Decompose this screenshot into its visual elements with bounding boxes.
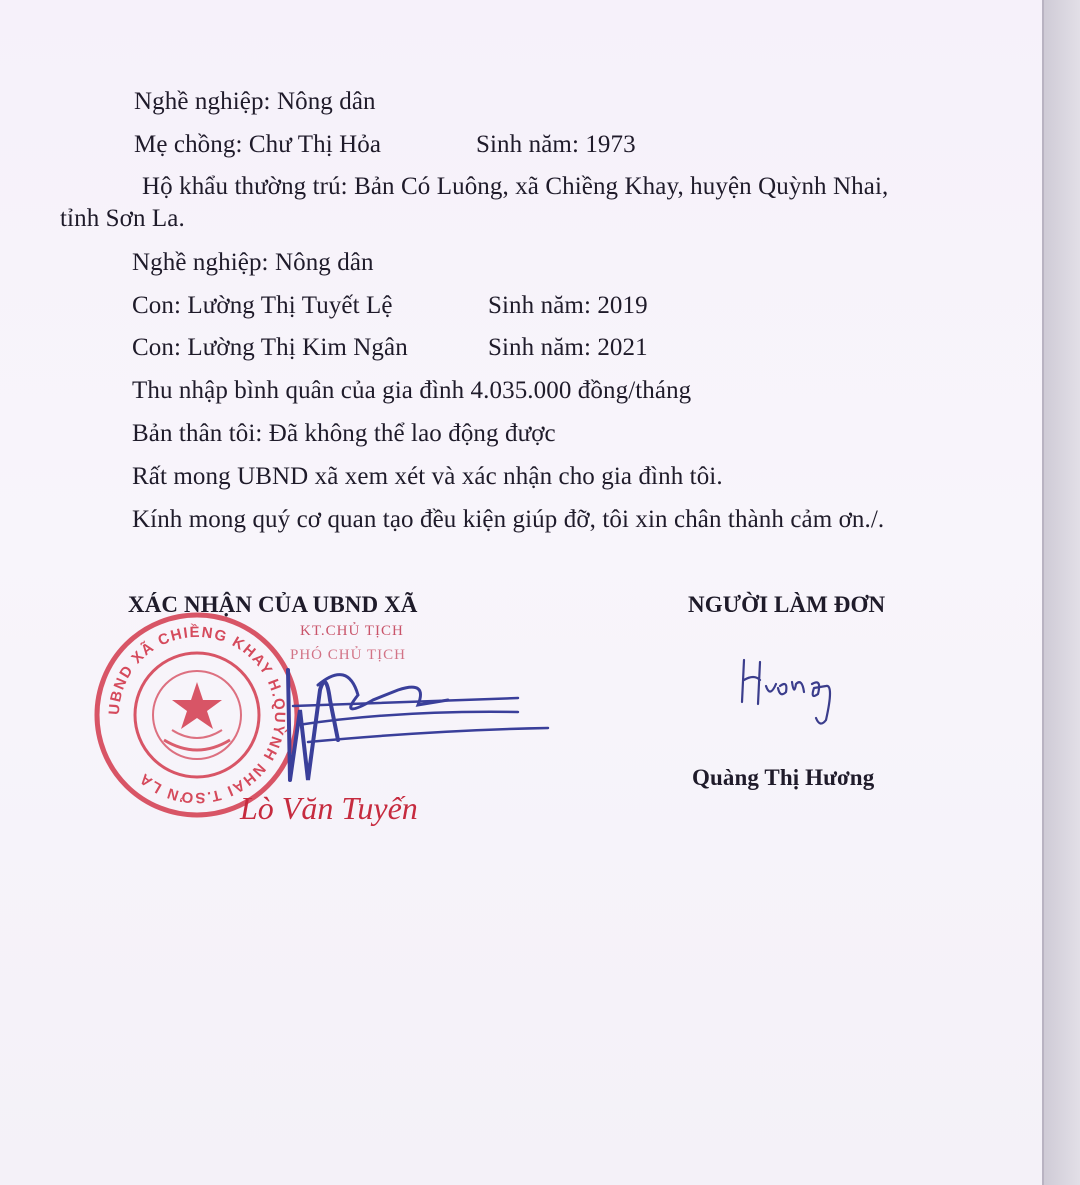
residence-line-2: tỉnh Sơn La. [60,205,185,232]
request-line: Rất mong UBND xã xem xét và xác nhận cho gia đình tôi. [132,463,723,490]
child-2-birth: Sinh năm: 2021 [488,334,648,361]
stamp-title-1: KT.CHỦ TỊCH [300,623,404,639]
applicant-signature-icon [730,640,870,730]
official-signature-icon [278,650,558,790]
child-1-name: Con: Lường Thị Tuyết Lệ [132,292,393,319]
self-status-line: Bản thân tôi: Đã không thể lao động được [132,420,556,447]
official-signer-name: Lò Văn Tuyến [240,790,418,826]
svg-text:UBND XÃ CHIỀNG KHAY H.QUỲNH NH: UBND XÃ CHIỀNG KHAY H.QUỲNH NHAI T.SƠN LA [105,623,289,807]
applicant-heading: NGƯỜI LÀM ĐƠN [688,592,886,617]
child-2-name: Con: Lường Thị Kim Ngân [132,334,408,361]
thanks-line: Kính mong quý cơ quan tạo đều kiện giúp đỡ, tôi xin chân thành cảm ơn./. [132,506,885,533]
mother-in-law-birth: Sinh năm: 1973 [476,131,636,158]
page-edge [1044,0,1080,1185]
income-line: Thu nhập bình quân của gia đình 4.035.000 đồng/tháng [132,377,692,404]
occupation-line-2: Nghề nghiệp: Nông dân [132,249,374,276]
occupation-line-1: Nghề nghiệp: Nông dân [134,88,376,115]
mother-in-law-name: Mẹ chồng: Chư Thị Hỏa [134,131,382,158]
child-1-birth: Sinh năm: 2019 [488,292,648,319]
confirmation-heading: XÁC NHẬN CỦA UBND XÃ [128,592,418,617]
applicant-name: Quàng Thị Hương [692,765,875,790]
official-stamp-icon [92,610,302,820]
residence-line-1: Hộ khẩu thường trú: Bản Có Luông, xã Chiềng Khay, huyện Quỳnh Nhai, [142,173,889,200]
stamp-title-2: PHÓ CHỦ TỊCH [290,647,406,663]
